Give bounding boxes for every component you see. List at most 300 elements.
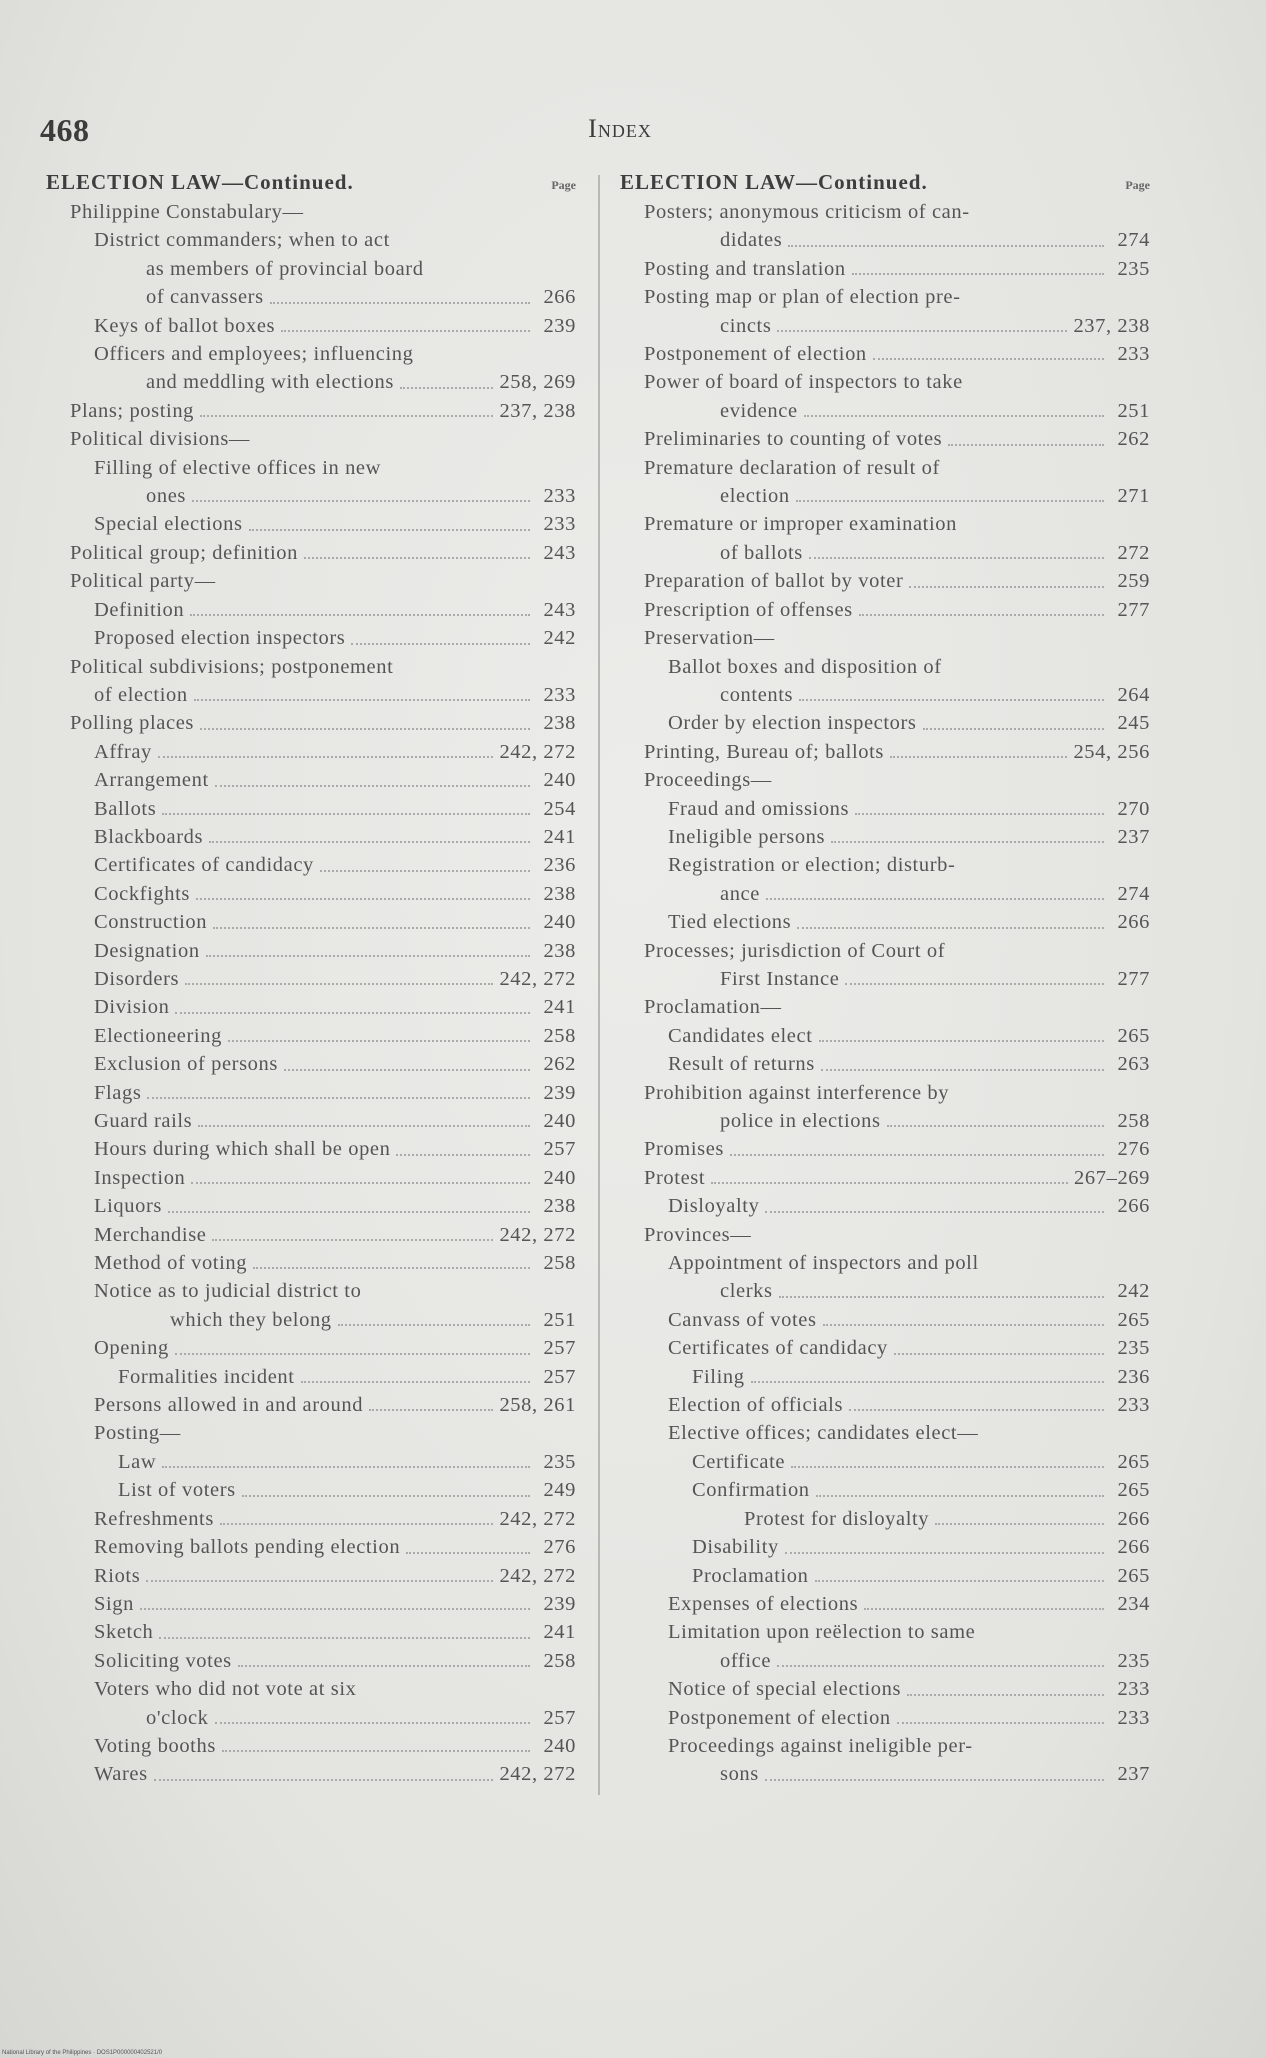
leader-dots	[351, 642, 530, 645]
index-entry	[46, 1164, 576, 1192]
index-entry-text: contents	[720, 683, 794, 706]
index-entry-text: Processes; jurisdiction of Court of	[644, 939, 946, 962]
leader-dots	[406, 1551, 530, 1554]
index-entry-text: Liquors	[94, 1195, 162, 1218]
index-entry-page: 262	[1117, 428, 1150, 451]
index-entry	[620, 1391, 1150, 1419]
index-entry	[620, 1618, 1150, 1646]
index-entry	[46, 283, 576, 311]
index-entry-text: Political group; definition	[70, 541, 299, 564]
index-entry	[46, 1249, 576, 1277]
index-entry-page: 257	[543, 1365, 576, 1388]
index-entry-page: 266	[1117, 911, 1150, 934]
leader-dots	[894, 1352, 1104, 1355]
index-entry-page: 237, 238	[499, 399, 576, 422]
index-entry-text: Designation	[94, 939, 200, 962]
index-entry-text: Voting booths	[94, 1734, 216, 1757]
leader-dots	[200, 727, 530, 730]
index-entry-text: Ballots	[94, 797, 157, 820]
index-entry-text: Preparation of ballot by voter	[644, 570, 904, 593]
index-entry	[620, 340, 1150, 368]
index-entry	[46, 1221, 576, 1249]
leader-dots	[797, 926, 1104, 929]
index-entry	[620, 653, 1150, 681]
index-entry	[620, 255, 1150, 283]
index-entry-page: 233	[1117, 343, 1150, 366]
index-entry-page: 251	[543, 1308, 576, 1331]
index-entry	[46, 425, 576, 453]
index-entry-text: Prescription of offenses	[644, 598, 853, 621]
leader-dots	[194, 698, 530, 701]
leader-dots	[206, 954, 530, 957]
index-entry-text: Guard rails	[94, 1110, 193, 1132]
index-entry	[620, 368, 1150, 396]
index-entry-text: Preservation—	[644, 627, 775, 650]
index-entry	[620, 965, 1150, 993]
index-entry-page: 242, 272	[499, 1507, 576, 1530]
index-entry	[620, 1533, 1150, 1561]
index-entry-page: 263	[1117, 1053, 1150, 1076]
index-entry	[620, 1476, 1150, 1504]
index-entry-page: 277	[1117, 598, 1150, 621]
index-entry	[46, 255, 576, 283]
index-entry-page: 241	[543, 825, 576, 848]
index-entry	[620, 1419, 1150, 1447]
index-entry-page: 235	[543, 1450, 576, 1473]
index-entry-text: Proceedings—	[644, 769, 772, 792]
leader-dots	[821, 1068, 1104, 1071]
index-entry-page: 238	[543, 939, 576, 962]
leader-dots	[909, 585, 1104, 588]
index-entry-page: 266	[1117, 1195, 1150, 1218]
index-entry-text: Philippine Constabulary—	[70, 201, 304, 223]
leader-dots	[809, 556, 1104, 559]
leader-dots	[935, 1522, 1104, 1525]
leader-dots	[200, 414, 493, 417]
leader-dots	[238, 1664, 530, 1667]
leader-dots	[831, 840, 1104, 843]
index-entry-text: Blackboards	[94, 825, 204, 848]
leader-dots	[400, 386, 494, 389]
index-entry	[46, 510, 576, 538]
index-entry	[46, 1533, 576, 1561]
index-entry	[46, 1590, 576, 1618]
index-entry	[620, 823, 1150, 851]
index-entry-text: Keys of ballot boxes	[94, 314, 276, 337]
index-entry	[46, 596, 576, 624]
index-entry-text: Confirmation	[692, 1479, 810, 1502]
index-entry-text: Fraud and omissions	[668, 797, 850, 820]
index-entry-page: 257	[543, 1138, 576, 1161]
index-entry	[620, 425, 1150, 453]
right-entry-list	[620, 198, 1150, 1789]
index-entry-text: Certificate	[692, 1450, 786, 1473]
index-entry-text: Division	[94, 996, 170, 1019]
index-entry	[46, 1760, 576, 1788]
index-entry-text: Officers and employees; influencing	[94, 343, 414, 366]
index-entry	[46, 1704, 576, 1732]
leader-dots	[146, 1579, 493, 1582]
index-entry-page: 258	[543, 1649, 576, 1672]
index-entry-text: Inspection	[94, 1166, 186, 1189]
index-entry-text: Premature or improper examination	[644, 513, 957, 536]
index-entry-text: Filling of elective offices in new	[94, 456, 382, 479]
index-entry	[620, 795, 1150, 823]
index-entry-text: Power of board of inspectors to take	[644, 371, 963, 394]
right-page-label: Page	[1125, 178, 1150, 192]
index-entry	[620, 1505, 1150, 1533]
left-page-label: Page	[551, 178, 576, 192]
index-entry-text: Law	[118, 1450, 157, 1473]
index-entry	[46, 482, 576, 510]
index-entry-text: Elective offices; candidates elect—	[668, 1422, 979, 1445]
index-entry-text: Special elections	[94, 513, 243, 536]
index-entry	[620, 1732, 1150, 1760]
index-entry	[46, 1505, 576, 1533]
index-entry	[620, 482, 1150, 510]
index-entry-text: Expenses of elections	[668, 1592, 859, 1615]
index-entry	[46, 766, 576, 794]
leader-dots	[864, 1607, 1104, 1610]
index-entry-text: Appointment of inspectors and poll	[668, 1252, 979, 1275]
index-entry-text: didates	[720, 229, 783, 252]
index-entry-page: 258	[543, 1024, 576, 1047]
column-divider	[598, 175, 600, 1795]
index-entry-page: 258, 261	[499, 1394, 576, 1417]
index-entry-page: 264	[1117, 683, 1150, 706]
leader-dots	[242, 1494, 530, 1497]
index-entry-page: 266	[1117, 1507, 1150, 1530]
index-entry-text: Flags	[94, 1081, 142, 1104]
index-entry	[620, 567, 1150, 595]
leader-dots	[849, 1408, 1104, 1411]
index-entry-text: ones	[146, 485, 186, 508]
leader-dots	[948, 443, 1104, 446]
index-entry	[620, 937, 1150, 965]
index-entry-page: 262	[543, 1053, 576, 1076]
index-entry-text: Premature declaration of result of	[644, 456, 940, 479]
index-entry	[620, 1079, 1150, 1107]
index-entry	[620, 1590, 1150, 1618]
index-entry	[46, 965, 576, 993]
leader-dots	[777, 1664, 1104, 1667]
index-entry-text: Affray	[94, 740, 152, 763]
index-entry-text: Notice of special elections	[668, 1678, 902, 1701]
index-entry-page: 258	[1117, 1110, 1150, 1132]
leader-dots	[796, 499, 1104, 502]
index-entry	[620, 1107, 1150, 1135]
index-entry-text: Limitation upon reëlection to same	[668, 1621, 976, 1644]
index-entry-text: Postponement of election	[644, 343, 867, 366]
index-entry-page: 242, 272	[499, 967, 576, 990]
index-entry-page: 270	[1117, 797, 1150, 820]
index-entry	[620, 1249, 1150, 1277]
index-entry-text: Result of returns	[668, 1053, 815, 1076]
index-entry	[46, 937, 576, 965]
index-entry	[620, 1221, 1150, 1249]
index-entry-page: 235	[1117, 257, 1150, 280]
index-entry-page: 233	[543, 683, 576, 706]
index-entry-page: 265	[1117, 1024, 1150, 1047]
index-entry-text: Posting and translation	[644, 257, 846, 280]
index-entry-page: 271	[1117, 485, 1150, 508]
index-entry	[46, 880, 576, 908]
index-entry	[46, 1050, 576, 1078]
index-entry-text: Exclusion of persons	[94, 1053, 278, 1076]
index-entry-page: 242, 272	[499, 1763, 576, 1786]
index-entry-page: 243	[543, 598, 576, 621]
index-entry	[620, 596, 1150, 624]
index-entry-text: Sign	[94, 1592, 134, 1615]
index-entry-page: 237	[1117, 1763, 1150, 1786]
index-entry	[620, 1164, 1150, 1192]
index-entry-page: 240	[543, 1110, 576, 1132]
index-entry-page: 243	[543, 541, 576, 564]
leader-dots	[711, 1181, 1068, 1184]
leader-dots	[396, 1153, 530, 1156]
index-entry-text: Ballot boxes and disposition of	[668, 655, 942, 678]
index-entry-text: Sketch	[94, 1621, 154, 1644]
index-entry	[46, 397, 576, 425]
index-entry-page: 265	[1117, 1479, 1150, 1502]
index-entry-text: Method of voting	[94, 1252, 248, 1275]
index-entry	[46, 198, 576, 226]
index-entry	[620, 1306, 1150, 1334]
index-entry-page: 237, 238	[1073, 314, 1150, 337]
leader-dots	[249, 528, 530, 531]
index-entry	[46, 368, 576, 396]
index-entry-page: 241	[543, 996, 576, 1019]
leader-dots	[198, 1124, 530, 1127]
index-entry-page: 258, 269	[499, 371, 576, 394]
index-entry-page: 257	[543, 1706, 576, 1729]
index-entry	[46, 1334, 576, 1362]
leader-dots	[154, 1778, 494, 1781]
index-entry	[620, 510, 1150, 538]
index-entry-page: 272	[1117, 541, 1150, 564]
index-entry	[620, 880, 1150, 908]
left-column	[46, 170, 576, 1789]
index-entry-text: Political subdivisions; postponement	[70, 655, 394, 678]
index-entry	[620, 226, 1150, 254]
index-entry-page: 242, 272	[499, 740, 576, 763]
index-entry	[46, 1647, 576, 1675]
index-entry	[620, 908, 1150, 936]
index-entry-text: Persons allowed in and around	[94, 1394, 364, 1417]
index-entry-page: 239	[543, 314, 576, 337]
leader-dots	[873, 357, 1104, 360]
index-entry-text: Prohibition against interference by	[644, 1081, 950, 1104]
index-entry	[620, 851, 1150, 879]
index-entry-text: Election of officials	[668, 1394, 844, 1417]
index-entry	[46, 1192, 576, 1220]
index-entry-text: Postponement of election	[668, 1706, 891, 1729]
index-entry-page: 238	[543, 882, 576, 905]
index-entry-text: cincts	[720, 314, 772, 337]
leader-dots	[788, 244, 1104, 247]
index-entry	[620, 1050, 1150, 1078]
leader-dots	[819, 1039, 1104, 1042]
leader-dots	[730, 1153, 1104, 1156]
index-entry-text: Canvass of votes	[668, 1308, 817, 1331]
index-entry-text: office	[720, 1649, 772, 1672]
index-entry-text: Provinces—	[644, 1223, 752, 1246]
index-entry-text: Soliciting votes	[94, 1649, 232, 1672]
right-column-title: ELECTION LAW—Continued.	[620, 170, 928, 194]
index-entry-page: 239	[543, 1081, 576, 1104]
index-entry	[46, 624, 576, 652]
footer-credit: National Library of the Philippines · DOS1P000000402521/0	[2, 2050, 163, 2056]
index-entry-text: Certificates of candidacy	[668, 1337, 888, 1360]
index-entry-text: Proclamation	[692, 1564, 809, 1587]
index-entry	[46, 795, 576, 823]
index-entry-text: Plans; posting	[70, 399, 195, 422]
index-entry-page: 274	[1117, 882, 1150, 905]
leader-dots	[804, 414, 1104, 417]
leader-dots	[284, 1068, 530, 1071]
index-entry	[46, 1391, 576, 1419]
index-entry-text: Posting—	[94, 1422, 181, 1445]
index-entry	[620, 1448, 1150, 1476]
leader-dots	[855, 812, 1104, 815]
index-entry	[46, 1732, 576, 1760]
index-entry	[46, 1107, 576, 1135]
index-entry	[46, 454, 576, 482]
index-entry-text: First Instance	[720, 967, 840, 990]
index-entry-page: 277	[1117, 967, 1150, 990]
index-entry	[46, 312, 576, 340]
index-entry-page: 240	[543, 911, 576, 934]
index-entry-text: Voters who did not vote at six	[94, 1678, 357, 1701]
index-entry	[620, 1675, 1150, 1703]
index-entry	[46, 681, 576, 709]
index-entry	[46, 908, 576, 936]
index-entry-text: o'clock	[146, 1706, 209, 1729]
index-entry	[620, 397, 1150, 425]
index-entry-text: of ballots	[720, 541, 803, 564]
index-entry-text: Wares	[94, 1763, 148, 1786]
index-entry-page: 242, 272	[499, 1223, 576, 1246]
leader-dots	[215, 1721, 530, 1724]
leader-dots	[845, 982, 1104, 985]
index-entry	[620, 1760, 1150, 1788]
index-entry-text: Refreshments	[94, 1507, 214, 1530]
leader-dots	[213, 926, 530, 929]
index-entry-page: 233	[1117, 1706, 1150, 1729]
leader-dots	[923, 727, 1105, 730]
index-entry-text: Proposed election inspectors	[94, 627, 346, 650]
index-entry-text: Definition	[94, 598, 185, 621]
leader-dots	[320, 869, 530, 872]
index-entry	[620, 198, 1150, 226]
index-entry	[46, 738, 576, 766]
index-entry-text: as members of provincial board	[146, 257, 424, 280]
leader-dots	[338, 1323, 530, 1326]
index-entry	[46, 1419, 576, 1447]
index-entry-page: 233	[543, 485, 576, 508]
leader-dots	[168, 1210, 530, 1213]
index-entry	[620, 1022, 1150, 1050]
index-entry-text: Candidates elect	[668, 1024, 813, 1047]
index-entry	[46, 653, 576, 681]
leader-dots	[369, 1408, 493, 1411]
index-entry-text: ance	[720, 882, 760, 905]
index-entry-text: Protest for disloyalty	[744, 1507, 930, 1530]
index-entry	[46, 1363, 576, 1391]
index-entry-text: Preliminaries to counting of votes	[644, 428, 943, 451]
leader-dots	[175, 1352, 530, 1355]
index-entry	[46, 1618, 576, 1646]
leader-dots	[785, 1551, 1104, 1554]
left-entry-list	[46, 198, 576, 1789]
index-entry-page: 265	[1117, 1308, 1150, 1331]
index-entry	[620, 454, 1150, 482]
index-entry-text: Certificates of candidacy	[94, 854, 314, 877]
index-entry-text: List of voters	[118, 1479, 236, 1502]
index-entry-text: of election	[94, 683, 188, 706]
index-entry-text: of canvassers	[146, 286, 264, 309]
index-entry	[46, 851, 576, 879]
leader-dots	[159, 1636, 530, 1639]
index-entry-text: Hours during which shall be open	[94, 1138, 391, 1161]
leader-dots	[816, 1494, 1104, 1497]
index-entry-text: Disorders	[94, 967, 180, 990]
index-entry-text: Ineligible persons	[668, 825, 826, 848]
leader-dots	[185, 982, 493, 985]
left-column-title: ELECTION LAW—Continued.	[46, 170, 354, 194]
index-entry-text: Political party—	[70, 570, 216, 593]
index-entry-text: election	[720, 485, 790, 508]
index-entry-page: 235	[1117, 1649, 1150, 1672]
index-entry-page: 274	[1117, 229, 1150, 252]
index-entry	[46, 1675, 576, 1703]
running-head: Index	[588, 114, 652, 143]
index-entry-text: Notice as to judicial district to	[94, 1280, 362, 1303]
index-entry	[620, 1135, 1150, 1163]
page-number: 468	[40, 112, 90, 148]
leader-dots	[907, 1693, 1104, 1696]
leader-dots	[859, 613, 1104, 616]
index-entry	[620, 1334, 1150, 1362]
leader-dots	[765, 1778, 1104, 1781]
index-entry-page: 245	[1117, 712, 1150, 735]
leader-dots	[220, 1522, 494, 1525]
index-entry	[46, 1306, 576, 1334]
index-entry-text: Political divisions—	[70, 428, 250, 451]
index-entry-text: Protest	[644, 1166, 706, 1189]
index-entry-text: Disability	[692, 1536, 779, 1559]
index-entry-text: Cockfights	[94, 882, 190, 905]
index-entry-page: 254	[543, 797, 576, 820]
index-entry-text: Riots	[94, 1564, 141, 1587]
index-entry-text: Polling places	[70, 712, 194, 735]
index-entry	[46, 993, 576, 1021]
index-entry-text: Posters; anonymous criticism of can-	[644, 201, 970, 223]
index-entry-text: evidence	[720, 399, 798, 422]
leader-dots	[228, 1039, 530, 1042]
index-entry	[46, 1476, 576, 1504]
leader-dots	[823, 1323, 1104, 1326]
index-entry-text: Arrangement	[94, 769, 209, 792]
index-entry-page: 233	[543, 513, 576, 536]
index-entry-page: 254, 256	[1073, 740, 1150, 763]
leader-dots	[192, 499, 530, 502]
index-entry	[46, 1135, 576, 1163]
leader-dots	[212, 1238, 493, 1241]
index-entry-page: 233	[1117, 1678, 1150, 1701]
index-entry-page: 242	[543, 627, 576, 650]
leader-dots	[253, 1266, 530, 1269]
